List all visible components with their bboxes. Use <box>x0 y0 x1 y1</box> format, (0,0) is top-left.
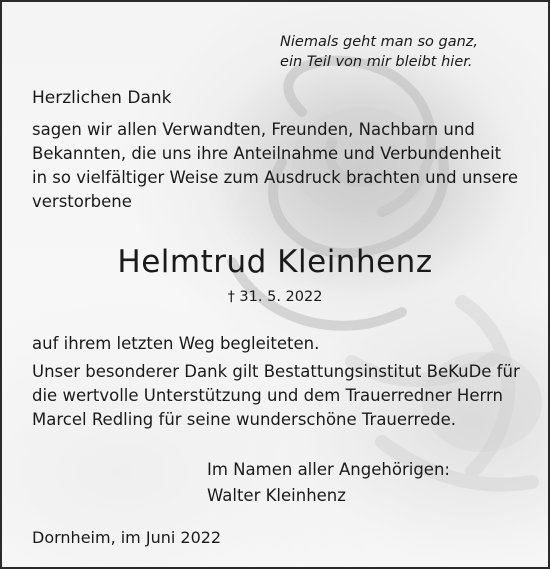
place-date: Dornheim, im Juni 2022 <box>32 528 222 547</box>
deceased-name: Helmtrud Kleinhenz <box>117 244 433 280</box>
quote <box>280 32 478 72</box>
closing-line: Marcel Redling für seine wunderschöne Trauerrede. <box>32 410 456 429</box>
intro-line: in so vielfältiger Weise zum Ausdruck brachten und unsere <box>32 168 519 187</box>
signature-line-1: Im Namen aller Angehörigen: <box>207 460 450 479</box>
quote-line-2: ein Teil von mir bleibt hier. <box>280 54 473 70</box>
intro-line: Bekannten, die uns ihre Anteilnahme und Verbundenheit <box>32 144 502 163</box>
intro-line: verstorbene <box>32 192 132 211</box>
heading: Herzlichen Dank <box>32 88 172 108</box>
signature <box>207 458 450 508</box>
closing-line: Unser besonderer Dank gilt Bestattungsinstitut BeKuDe für <box>32 362 520 381</box>
closing-line: auf ihrem letzten Weg begleiteten. <box>32 334 320 353</box>
intro-line: sagen wir allen Verwandten, Freunden, Nachbarn und <box>32 120 475 139</box>
quote-line-1: Niemals geht man so ganz, <box>280 34 478 50</box>
closing-line: die wertvolle Unterstützung und dem Trauerredner Herrn <box>32 386 503 405</box>
death-date: † 31. 5. 2022 <box>227 289 323 305</box>
closing-paragraph <box>32 332 520 432</box>
intro-paragraph <box>32 118 518 214</box>
signature-name: Walter Kleinhenz <box>207 486 346 505</box>
